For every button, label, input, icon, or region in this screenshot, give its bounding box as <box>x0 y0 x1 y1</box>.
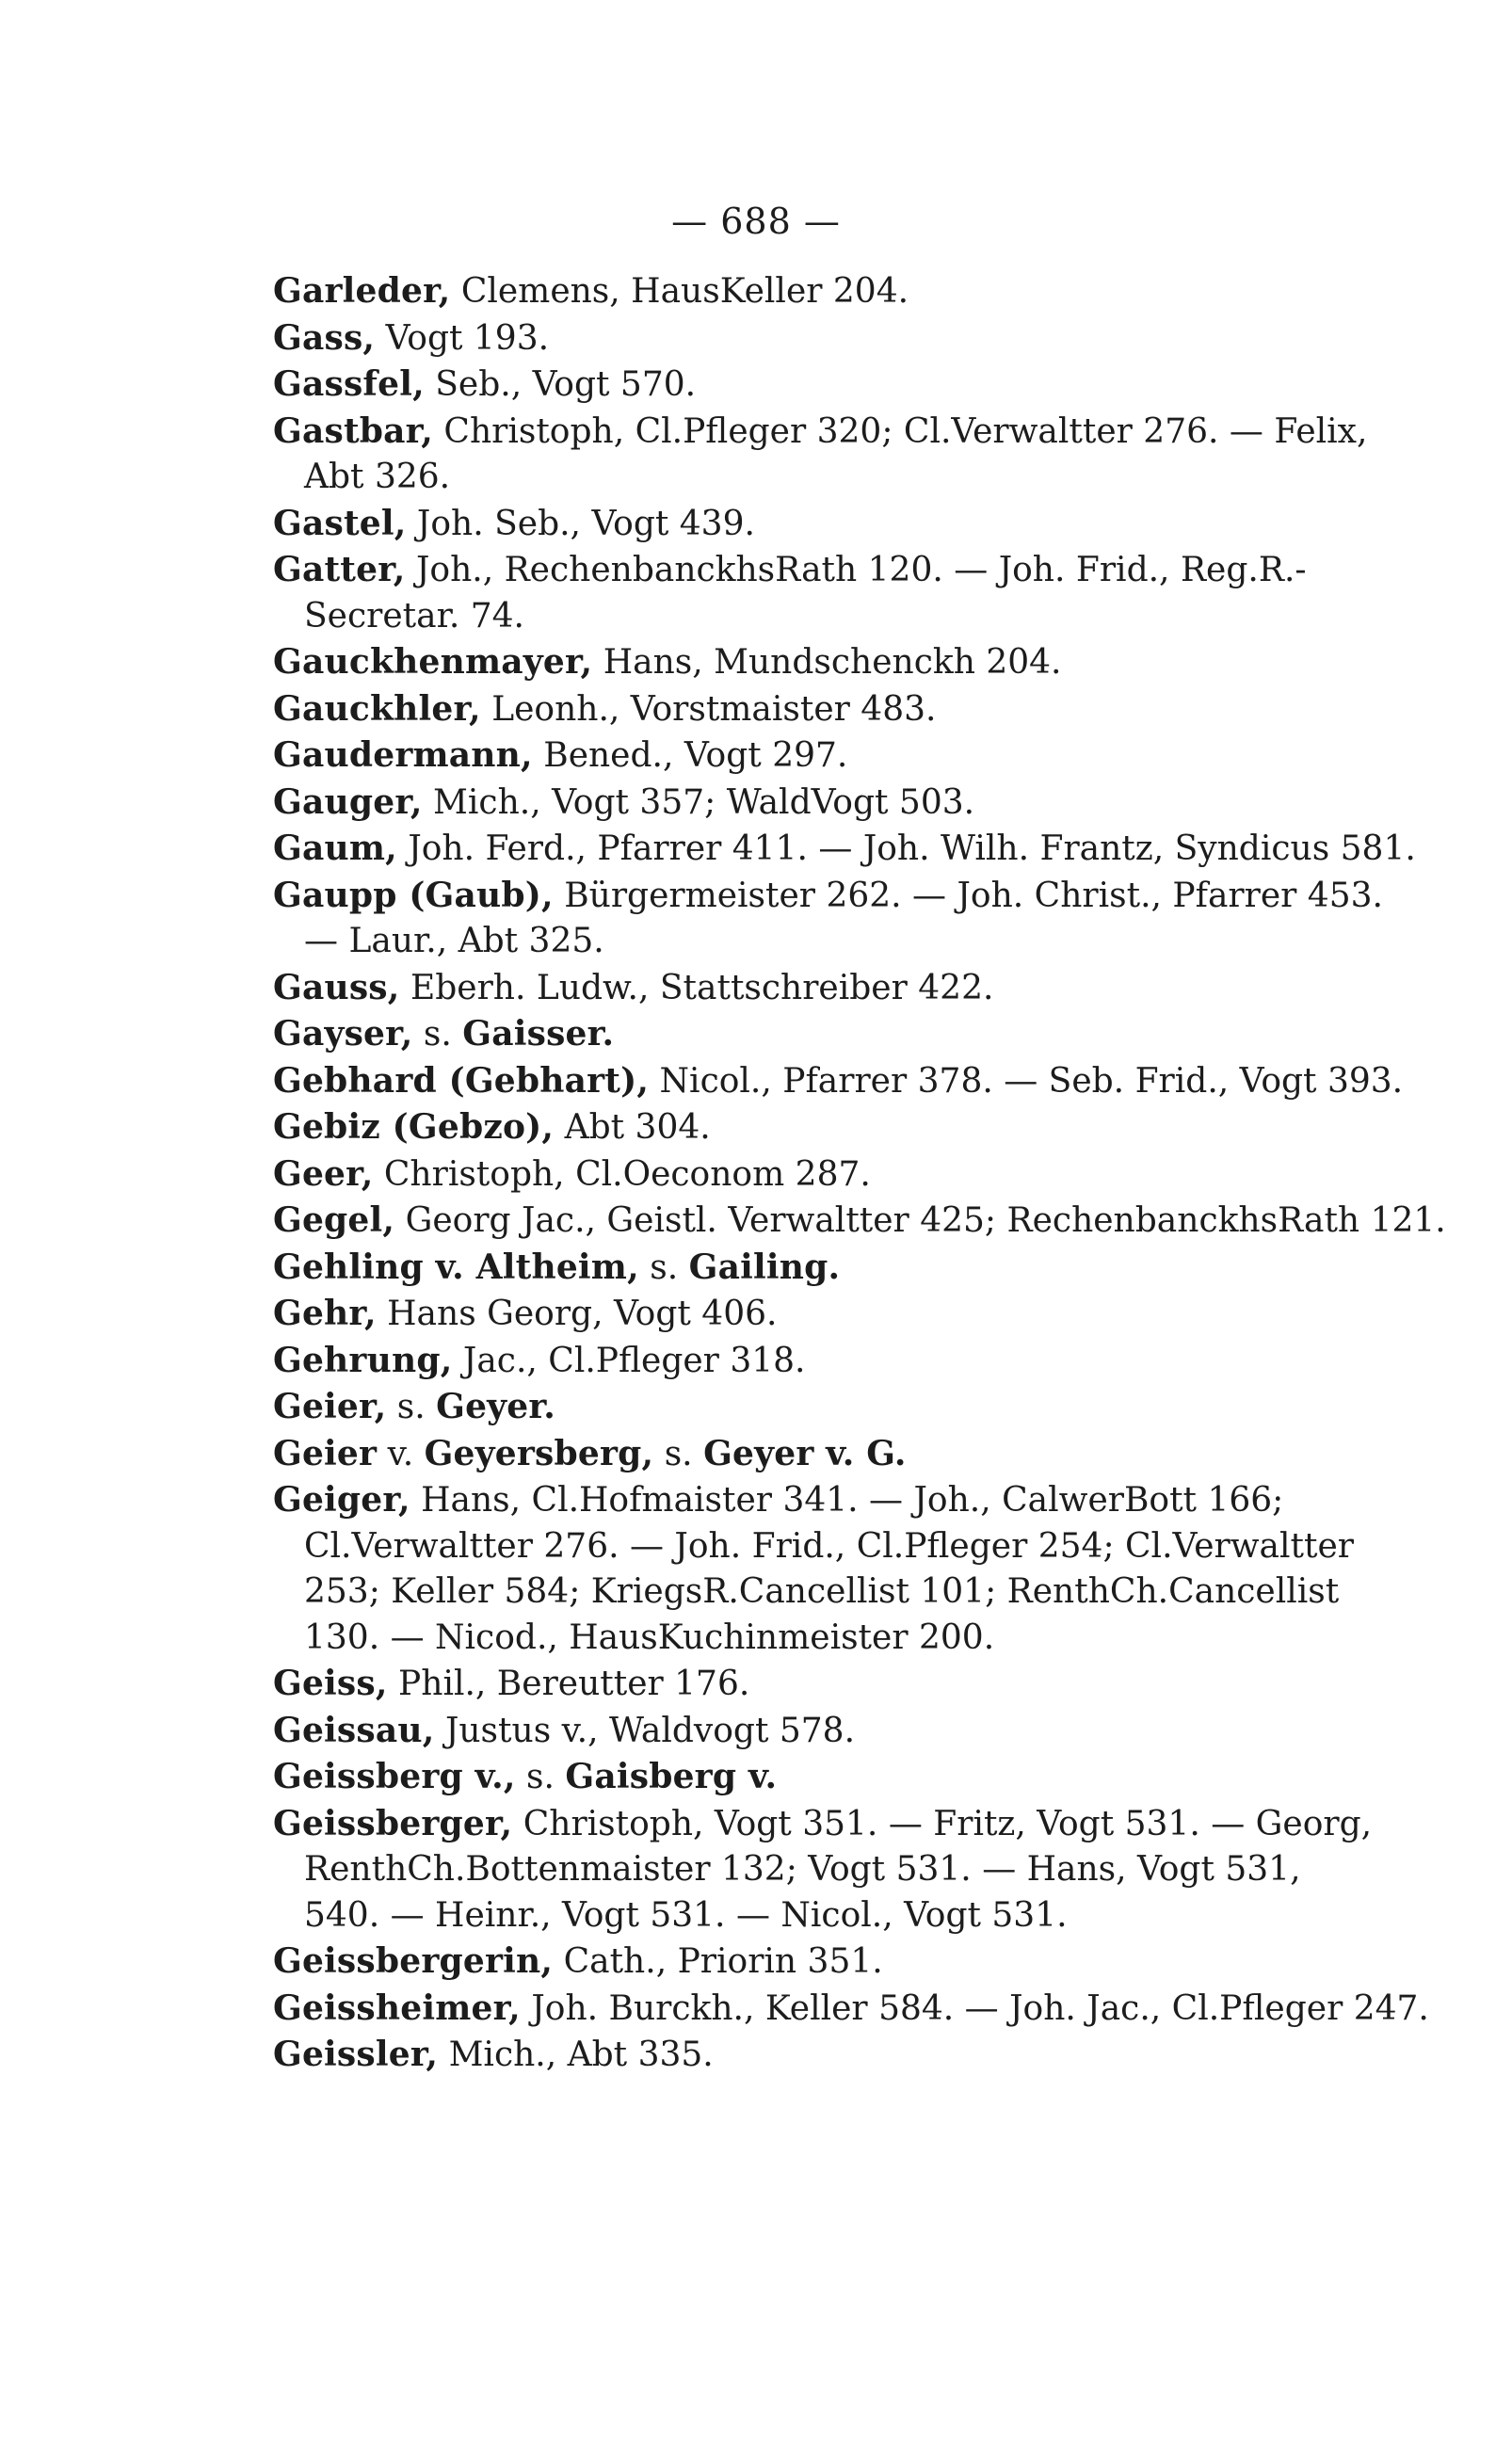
entry-first-line <box>273 1986 1429 2033</box>
entry-text: Leonh., Vorstmaister 483. <box>480 689 937 729</box>
index-entry <box>273 780 1417 827</box>
entry-crossref: Geyersberg, <box>424 1433 654 1473</box>
entry-continuation-line <box>273 919 1417 965</box>
entry-first-line <box>273 1291 1417 1338</box>
entry-first-line <box>273 547 1417 594</box>
entry-name: Gauss, <box>273 967 400 1007</box>
index-entry <box>273 1011 1417 1058</box>
entry-name: Gauger, <box>273 781 423 822</box>
entry-name: Geier <box>273 1433 378 1473</box>
entry-first-line <box>273 1011 1417 1058</box>
entry-name: Gegel, <box>273 1200 395 1240</box>
entry-first-line <box>273 1058 1417 1105</box>
entry-name: Geissau, <box>273 1710 435 1750</box>
entry-first-line <box>273 362 1417 409</box>
entry-crossref: Gailing. <box>688 1247 841 1287</box>
entry-first-line <box>273 1708 1417 1755</box>
entry-text: Nicol., Pfarrer 378. — Seb. Frid., Vogt 393. <box>649 1061 1404 1101</box>
index-entry <box>273 732 1417 780</box>
entry-text: Mich., Abt 335. <box>438 2036 714 2074</box>
entry-text: Joh. Seb., Vogt 439. <box>406 504 755 543</box>
index-entry <box>273 547 1417 639</box>
entry-text: Georg Jac., Geistl. Verwaltter 425; RechenbanckhsRath 121. <box>394 1201 1446 1240</box>
entry-first-line <box>273 1661 1417 1708</box>
entry-text: Abt 326. <box>304 458 451 496</box>
entry-first-line <box>273 1477 1417 1524</box>
entry-name: Gauckhler, <box>273 688 481 729</box>
index-entry <box>273 1198 1446 1245</box>
entry-name: Gauckhenmayer, <box>273 642 593 682</box>
entry-first-line <box>273 732 1417 780</box>
index-entry <box>273 1151 1417 1199</box>
entry-name: Gehr, <box>273 1294 377 1333</box>
index-entry <box>273 1245 1417 1292</box>
entry-text: Hans Georg, Vogt 406. <box>376 1295 778 1333</box>
entry-name: Garleder, <box>273 271 451 311</box>
index-entry <box>273 826 1417 873</box>
entry-text: Secretar. 74. <box>304 596 524 636</box>
entry-text: 130. — Nicod., HausKuchinmeister 200. <box>304 1617 995 1657</box>
entry-first-line <box>273 780 1417 827</box>
entry-text: Mich., Vogt 357; WaldVogt 503. <box>422 782 975 822</box>
index-entry <box>273 1708 1417 1755</box>
entry-first-line <box>273 826 1417 873</box>
entry-first-line <box>273 268 1417 315</box>
entry-text: s. <box>515 1758 566 1796</box>
entry-crossref: Geyer. <box>436 1387 555 1426</box>
index-entry <box>273 1661 1417 1708</box>
entry-first-line <box>273 1384 1417 1431</box>
entry-text: Cath., Priorin 351. <box>553 1942 883 1981</box>
entry-text: Christoph, Vogt 351. — Fritz, Vogt 531. — Georg, <box>512 1804 1373 1843</box>
entry-text: Justus v., Waldvogt 578. <box>434 1711 856 1750</box>
entry-name: Gayser, <box>273 1014 413 1054</box>
entry-first-line <box>273 639 1417 686</box>
entry-name: Geier, <box>273 1387 387 1426</box>
entry-crossref: Gaisser. <box>462 1014 615 1054</box>
entry-name: Gaupp (Gaub), <box>273 875 554 915</box>
entry-text: Vogt 193. <box>375 318 550 358</box>
entry-first-line <box>273 1245 1417 1292</box>
entry-first-line <box>273 965 1417 1012</box>
index-entry <box>273 1431 1417 1478</box>
index-entry <box>273 873 1417 965</box>
index-entry <box>273 2032 1417 2079</box>
index-entry <box>273 639 1417 686</box>
entry-name: Gaum, <box>273 829 397 868</box>
index-entries <box>273 268 1446 2079</box>
entry-name: Gebhard (Gebhart), <box>273 1060 650 1101</box>
index-entry <box>273 686 1417 733</box>
entry-text: Eberh. Ludw., Stattschreiber 422. <box>399 968 994 1007</box>
index-entry <box>273 1801 1417 1939</box>
entry-name: Gatter, <box>273 550 406 589</box>
entry-text: Christoph, Cl.Pfleger 320; Cl.Verwaltter 276. — Felix, <box>432 411 1368 451</box>
entry-first-line <box>273 1754 1417 1801</box>
entry-name: Gastbar, <box>273 410 433 451</box>
entry-name: Geer, <box>273 1153 374 1194</box>
entry-first-line <box>273 409 1417 456</box>
entry-continuation-line <box>273 594 1417 640</box>
entry-text: Joh. Ferd., Pfarrer 411. — Joh. Wilh. Frantz, Syndicus 581. <box>396 829 1416 868</box>
entry-text: 540. — Heinr., Vogt 531. — Nicol., Vogt 531. <box>304 1895 1068 1935</box>
entry-name: Gehrung, <box>273 1340 453 1380</box>
entry-first-line <box>273 1431 1417 1478</box>
entry-first-line <box>273 1939 1417 1986</box>
entry-text: Jac., Cl.Pfleger 318. <box>452 1341 806 1380</box>
entry-name: Gaudermann, <box>273 735 533 775</box>
entry-text: Hans, Cl.Hofmaister 341. — Joh., CalwerBott 166; <box>410 1481 1284 1520</box>
entry-continuation-line <box>273 1616 1417 1662</box>
entry-name: Geissberger, <box>273 1803 513 1843</box>
index-entry <box>273 1338 1417 1385</box>
entry-text: Christoph, Cl.Oeconom 287. <box>373 1154 871 1194</box>
entry-name: Geissler, <box>273 2035 439 2074</box>
entry-first-line <box>273 1151 1417 1199</box>
index-entry <box>273 1291 1417 1338</box>
entry-first-line <box>273 1801 1417 1848</box>
index-entry <box>273 1058 1417 1105</box>
entry-text: Bürgermeister 262. — Joh. Christ., Pfarrer 453. <box>553 876 1383 915</box>
entry-name: Geissberg v., <box>273 1757 516 1796</box>
index-entry <box>273 1939 1417 1986</box>
entry-first-line <box>273 1338 1417 1385</box>
entry-text: s. <box>412 1015 463 1054</box>
entry-text: Clemens, HausKeller 204. <box>450 272 909 311</box>
entry-first-line <box>273 2032 1417 2079</box>
entry-first-line <box>273 1198 1446 1245</box>
index-entry <box>273 1986 1429 2033</box>
index-entry <box>273 315 1417 362</box>
entry-text: Joh. Burckh., Keller 584. — Joh. Jac., Cl.Pfleger 247. <box>520 1988 1429 2028</box>
entry-name: Gass, <box>273 317 376 358</box>
entry-text: s. <box>638 1247 689 1287</box>
entry-first-line <box>273 501 1417 548</box>
entry-name: Gastel, <box>273 503 407 543</box>
entry-crossref: Gaisberg v. <box>565 1757 778 1796</box>
entry-text: Abt 304. <box>554 1108 711 1147</box>
entry-name: Geissheimer, <box>273 1987 521 2028</box>
index-entry <box>273 1477 1417 1661</box>
entry-name: Gehling v. Altheim, <box>273 1247 639 1287</box>
entry-crossref: Geyer v. G. <box>703 1433 907 1473</box>
entry-first-line <box>273 686 1417 733</box>
entry-text: — Laur., Abt 325. <box>304 922 604 960</box>
index-entry <box>273 965 1417 1012</box>
entry-text: Cl.Verwaltter 276. — Joh. Frid., Cl.Pfleger 254; Cl.Verwaltter <box>304 1526 1354 1566</box>
entry-continuation-line <box>273 455 1417 501</box>
index-entry <box>273 1104 1417 1151</box>
entry-text: Phil., Bereutter 176. <box>387 1665 750 1703</box>
page-number: — 688 — <box>671 201 841 242</box>
entry-continuation-line <box>273 1569 1417 1616</box>
entry-first-line <box>273 315 1417 362</box>
entry-continuation-line <box>273 1847 1417 1893</box>
entry-text: s. <box>653 1434 704 1473</box>
entry-text: RenthCh.Bottenmaister 132; Vogt 531. — Hans, Vogt 531, <box>304 1850 1301 1889</box>
entry-text: Joh., RechenbanckhsRath 120. — Joh. Frid., Reg.R.- <box>405 551 1307 589</box>
entry-continuation-line <box>273 1893 1417 1939</box>
entry-name: Gebiz (Gebzo), <box>273 1107 555 1147</box>
index-entry <box>273 268 1417 315</box>
entry-name: Geiger, <box>273 1480 410 1520</box>
entry-name: Geissbergerin, <box>273 1941 554 1981</box>
entry-text: v. <box>377 1434 425 1473</box>
index-entry <box>273 409 1417 501</box>
entry-first-line <box>273 873 1417 920</box>
index-entry <box>273 362 1417 409</box>
entry-first-line <box>273 1104 1417 1151</box>
index-entry <box>273 1384 1417 1431</box>
entry-text: 253; Keller 584; KriegsR.Cancellist 101; RenthCh.Cancellist <box>304 1572 1340 1611</box>
entry-name: Geiss, <box>273 1664 388 1703</box>
entry-continuation-line <box>273 1524 1417 1570</box>
entry-text: Bened., Vogt 297. <box>532 736 848 775</box>
entry-text: Seb., Vogt 570. <box>424 365 697 404</box>
entry-name: Gassfel, <box>273 364 425 404</box>
entry-text: s. <box>386 1388 437 1426</box>
index-entry <box>273 501 1417 548</box>
entry-text: Hans, Mundschenckh 204. <box>592 643 1062 682</box>
index-entry <box>273 1754 1417 1801</box>
